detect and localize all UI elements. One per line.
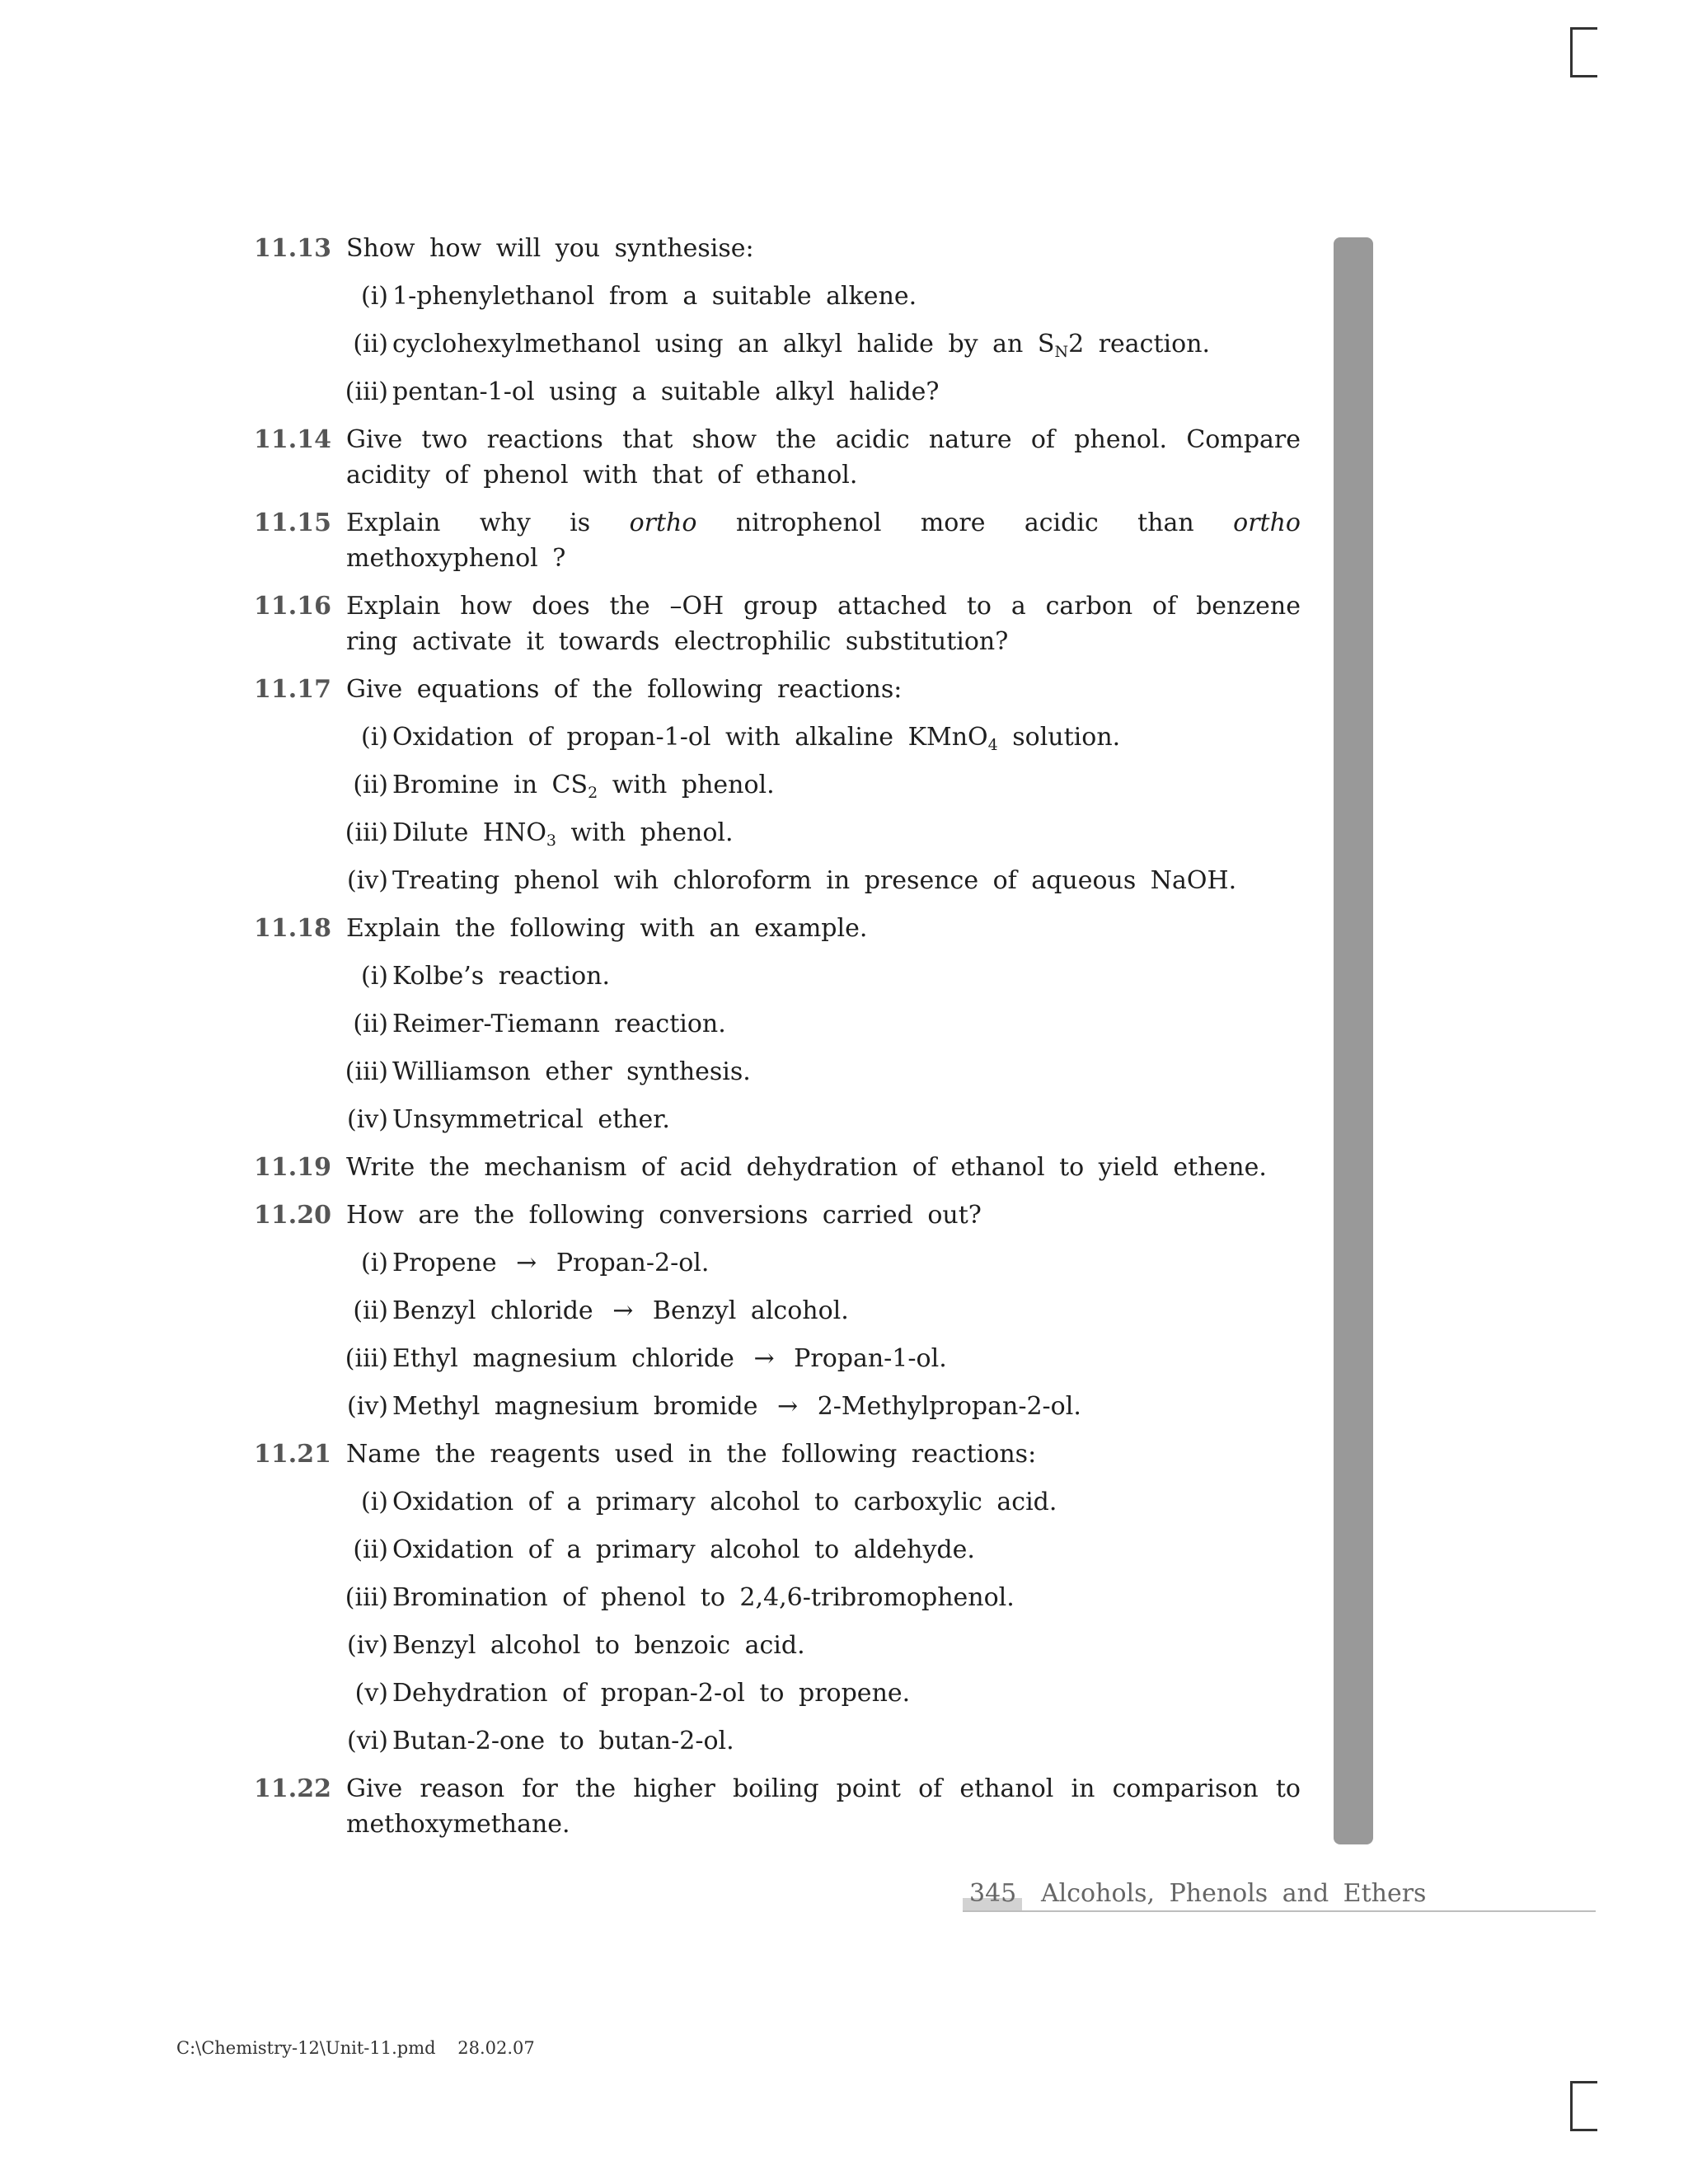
exercise-questions (254, 231, 1301, 1854)
sub-question-text: Williamson ether synthesis. (392, 1057, 751, 1086)
sub-question-text: Oxidation of a primary alcohol to carboxylic acid. (392, 1488, 1057, 1516)
sub-question-number: (iii) (345, 1583, 388, 1612)
sub-question-number: (i) (360, 1488, 388, 1516)
sub-question-number: (iii) (345, 377, 388, 406)
sub-question-text-end: with phenol. (598, 771, 775, 799)
sub-question-number: (ii) (353, 1535, 388, 1564)
sub-question (254, 279, 1301, 314)
page-number: 345 (969, 1879, 1017, 1908)
question-text: Explain the following with an example. (346, 914, 868, 943)
question-11-18 (254, 911, 1301, 946)
question-number: 11.21 (254, 1440, 331, 1469)
italic-term: ortho (629, 509, 697, 537)
sub-question (254, 1484, 1301, 1520)
conversion-to: 2-Methylpropan-2-ol. (817, 1392, 1081, 1421)
sub-question (254, 374, 1301, 410)
sub-question-text: pentan-1-ol using a suitable alkyl halide? (392, 377, 940, 406)
question-number: 11.17 (254, 675, 331, 704)
file-info (176, 2038, 535, 2058)
file-date: 28.02.07 (457, 2038, 535, 2058)
conversion-from: Propene (392, 1249, 497, 1277)
sub-question-text: Kolbe’s reaction. (392, 962, 611, 991)
question-11-13 (254, 231, 1301, 266)
sub-question (254, 1341, 1301, 1376)
question-11-22 (254, 1771, 1301, 1842)
arrow-icon: → (777, 1392, 799, 1421)
sub-question (254, 719, 1301, 755)
sub-question-text: Unsymmetrical ether. (392, 1105, 670, 1134)
sub-question-text: Dilute HNO (392, 818, 546, 847)
sub-question-text: Butan-2-one to butan-2-ol. (392, 1727, 734, 1755)
sub-question-number: (iv) (347, 866, 388, 895)
margin-sidebar-bar (1334, 237, 1373, 1844)
sub-question-number: (ii) (353, 330, 388, 359)
sub-question-number: (ii) (353, 1296, 388, 1325)
sub-question-number: (i) (360, 723, 388, 752)
question-text: Name the reagents used in the following reactions: (346, 1440, 1037, 1469)
arrow-icon: → (612, 1296, 634, 1325)
sub-question-text: Bromine in CS (392, 771, 588, 799)
crop-mark-bottom (1570, 2081, 1597, 2131)
question-11-16 (254, 588, 1301, 659)
question-number: 11.22 (254, 1774, 331, 1803)
question-number: 11.20 (254, 1201, 331, 1230)
sub-question (254, 326, 1301, 362)
question-number: 11.15 (254, 509, 331, 537)
sub-question-text: Dehydration of propan-2-ol to propene. (392, 1679, 911, 1708)
subscript: N (1054, 343, 1069, 361)
sub-question-text-end: solution. (997, 723, 1121, 752)
question-number: 11.16 (254, 592, 331, 621)
question-text: How are the following conversions carried out? (346, 1201, 982, 1230)
question-text: Give two reactions that show the acidic nature of phenol. Compare acidity of phenol with that of ethanol. (346, 425, 1301, 490)
sub-question-text: Benzyl alcohol to benzoic acid. (392, 1631, 805, 1660)
sub-question-number: (vi) (347, 1727, 388, 1755)
sub-question-number: (iii) (345, 1057, 388, 1086)
sub-question (254, 815, 1301, 851)
sub-question-text: Oxidation of propan-1-ol with alkaline KMnO (392, 723, 988, 752)
question-number: 11.19 (254, 1153, 331, 1182)
conversion-to: Propan-2-ol. (556, 1249, 710, 1277)
question-11-15 (254, 505, 1301, 576)
sub-question (254, 767, 1301, 803)
conversion-to: Benzyl alcohol. (652, 1296, 849, 1325)
sub-question (254, 1628, 1301, 1663)
sub-question-text: 1-phenylethanol from a suitable alkene. (392, 282, 917, 311)
subscript: 4 (987, 736, 998, 754)
sub-question-text: Bromination of phenol to 2,4,6-tribromophenol. (392, 1583, 1015, 1612)
conversion-from: Methyl magnesium bromide (392, 1392, 758, 1421)
sub-question (254, 1532, 1301, 1568)
chapter-title: Alcohols, Phenols and Ethers (1041, 1879, 1427, 1908)
sub-question-number: (ii) (353, 771, 388, 799)
sub-question-text: Treating phenol wih chloroform in presence of aqueous NaOH. (392, 866, 1237, 895)
question-number: 11.13 (254, 234, 331, 263)
sub-question-number: (i) (360, 1249, 388, 1277)
file-path: C:\Chemistry-12\Unit-11.pmd (176, 2038, 436, 2058)
sub-question-number: (iii) (345, 818, 388, 847)
sub-question-number: (i) (360, 282, 388, 311)
sub-question-number: (i) (360, 962, 388, 991)
subscript: 3 (546, 832, 557, 850)
question-text: Show how will you synthesise: (346, 234, 754, 263)
sub-question-text-end: 2 reaction. (1068, 330, 1211, 359)
sub-question (254, 1293, 1301, 1329)
question-text-part: nitrophenol more acidic than (696, 509, 1234, 537)
sub-question (254, 863, 1301, 898)
sub-question (254, 1389, 1301, 1424)
question-11-20 (254, 1197, 1301, 1233)
question-11-21 (254, 1436, 1301, 1472)
question-text: Write the mechanism of acid dehydration of ethanol to yield ethene. (346, 1153, 1267, 1182)
question-text: Give equations of the following reactions: (346, 675, 903, 704)
question-11-19 (254, 1150, 1301, 1185)
sub-question-number: (iv) (347, 1631, 388, 1660)
question-number: 11.18 (254, 914, 331, 943)
sub-question (254, 958, 1301, 994)
sub-question (254, 1054, 1301, 1090)
question-text-part: Explain why is (346, 509, 630, 537)
sub-question-text: Oxidation of a primary alcohol to aldehyde. (392, 1535, 975, 1564)
question-11-17 (254, 672, 1301, 707)
sub-question-number: (iv) (347, 1392, 388, 1421)
sub-question-text: Reimer-Tiemann reaction. (392, 1010, 726, 1038)
sub-question (254, 1102, 1301, 1137)
sub-question-text: cyclohexylmethanol using an alkyl halide by an S (392, 330, 1055, 359)
sub-question-number: (iii) (345, 1344, 388, 1373)
sub-question (254, 1580, 1301, 1615)
arrow-icon: → (516, 1249, 537, 1277)
question-11-14 (254, 422, 1301, 493)
subscript: 2 (588, 784, 598, 802)
conversion-to: Propan-1-ol. (794, 1344, 947, 1373)
sub-question-number: (iv) (347, 1105, 388, 1134)
sub-question-text-end: with phenol. (556, 818, 734, 847)
crop-mark-top (1570, 27, 1597, 77)
italic-term: ortho (1233, 509, 1301, 537)
sub-question (254, 1723, 1301, 1759)
sub-question-number: (v) (354, 1679, 388, 1708)
footer-rule (963, 1910, 1596, 1912)
sub-question (254, 1675, 1301, 1711)
question-text: Explain how does the –OH group attached to a carbon of benzene ring activate it towards electrophilic substitution? (346, 592, 1301, 656)
question-number: 11.14 (254, 425, 331, 454)
arrow-icon: → (753, 1344, 775, 1373)
sub-question (254, 1245, 1301, 1281)
conversion-from: Benzyl chloride (392, 1296, 593, 1325)
question-text: Give reason for the higher boiling point of ethanol in comparison to methoxymethane. (346, 1774, 1301, 1839)
sub-question-number: (ii) (353, 1010, 388, 1038)
question-text-part: methoxyphenol ? (346, 544, 566, 573)
conversion-from: Ethyl magnesium chloride (392, 1344, 734, 1373)
sub-question (254, 1006, 1301, 1042)
